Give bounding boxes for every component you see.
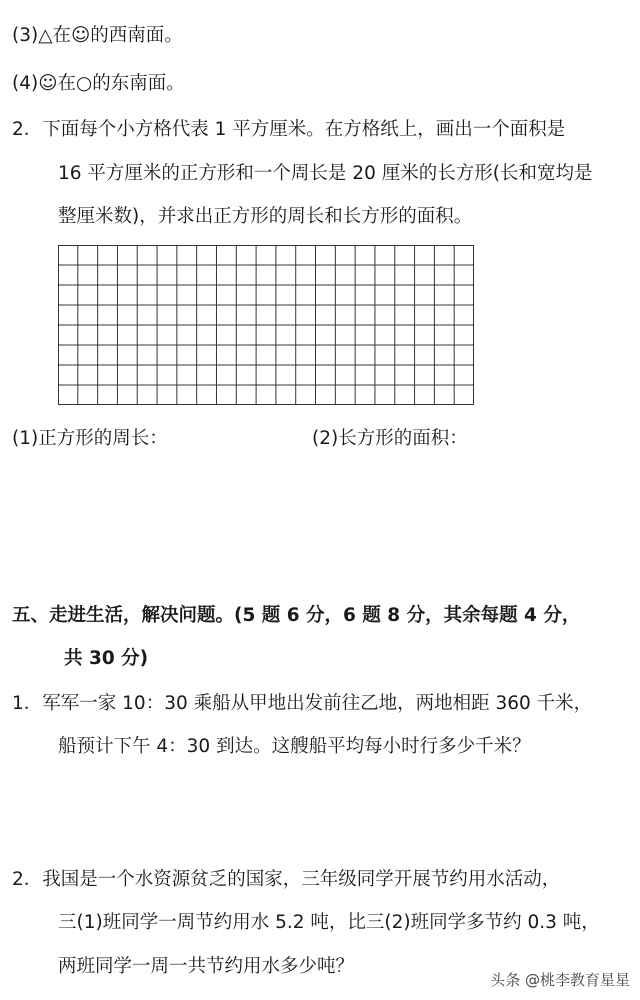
smiley-icon: ☺ xyxy=(38,73,58,94)
problem2-line-2: 三(1)班同学一周节约用水 5.2 吨，比三(2)班同学多节约 0.3 吨， xyxy=(58,912,600,933)
problem1-line-2: 船预计下午 4：30 到达。这艘船平均每小时行多少千米？ xyxy=(58,736,531,757)
q2-line-2: 16 平方厘米的正方形和一个周长是 20 厘米的长方形(长和宽均是 xyxy=(58,163,593,184)
q2-line-3: 整厘米数)，并求出正方形的周长和长方形的面积。 xyxy=(58,206,473,227)
q1-part3-number: (3) xyxy=(12,25,39,46)
q2-answer-2: (2)长方形的面积： xyxy=(312,428,468,449)
section5-heading-line-2: 共 30 分) xyxy=(64,648,149,669)
problem1-line-1: 1．军军一家 10：30 乘船从甲地出发前往乙地，两地相距 360 千米， xyxy=(12,693,593,714)
q1-part4-line xyxy=(12,70,185,98)
watermark: 头条 @桃李教育星星 xyxy=(490,971,630,989)
section5-heading-line-1: 五、走进生活，解决问题。(5 题 6 分，6 题 8 分，其余每题 4 分， xyxy=(12,605,581,626)
triangle-icon: △ xyxy=(38,25,53,46)
square-grid-paper[interactable] xyxy=(58,245,474,405)
problem2-line-1: 2．我国是一个水资源贫乏的国家，三年级同学开展节约用水活动， xyxy=(12,869,561,890)
q1-part3-line xyxy=(12,22,183,50)
grid-lines xyxy=(58,245,474,405)
q1-part3-mid: 在 xyxy=(52,25,71,46)
q1-part4-mid: 在 xyxy=(57,73,77,94)
q1-part4-number: (4) xyxy=(12,73,39,94)
circle-icon: ○ xyxy=(76,73,93,94)
q2-line-1: 2．下面每个小方格代表 1 平方厘米。在方格纸上，画出一个面积是 xyxy=(12,119,566,140)
q2-answer-1: (1)正方形的周长： xyxy=(12,428,168,449)
q1-part3-suffix: 的西南面。 xyxy=(90,25,183,46)
problem2-line-3: 两班同学一周一共节约用水多少吨？ xyxy=(58,956,355,977)
smiley-icon: ☺ xyxy=(70,25,91,46)
q1-part4-suffix: 的东南面。 xyxy=(92,73,185,94)
